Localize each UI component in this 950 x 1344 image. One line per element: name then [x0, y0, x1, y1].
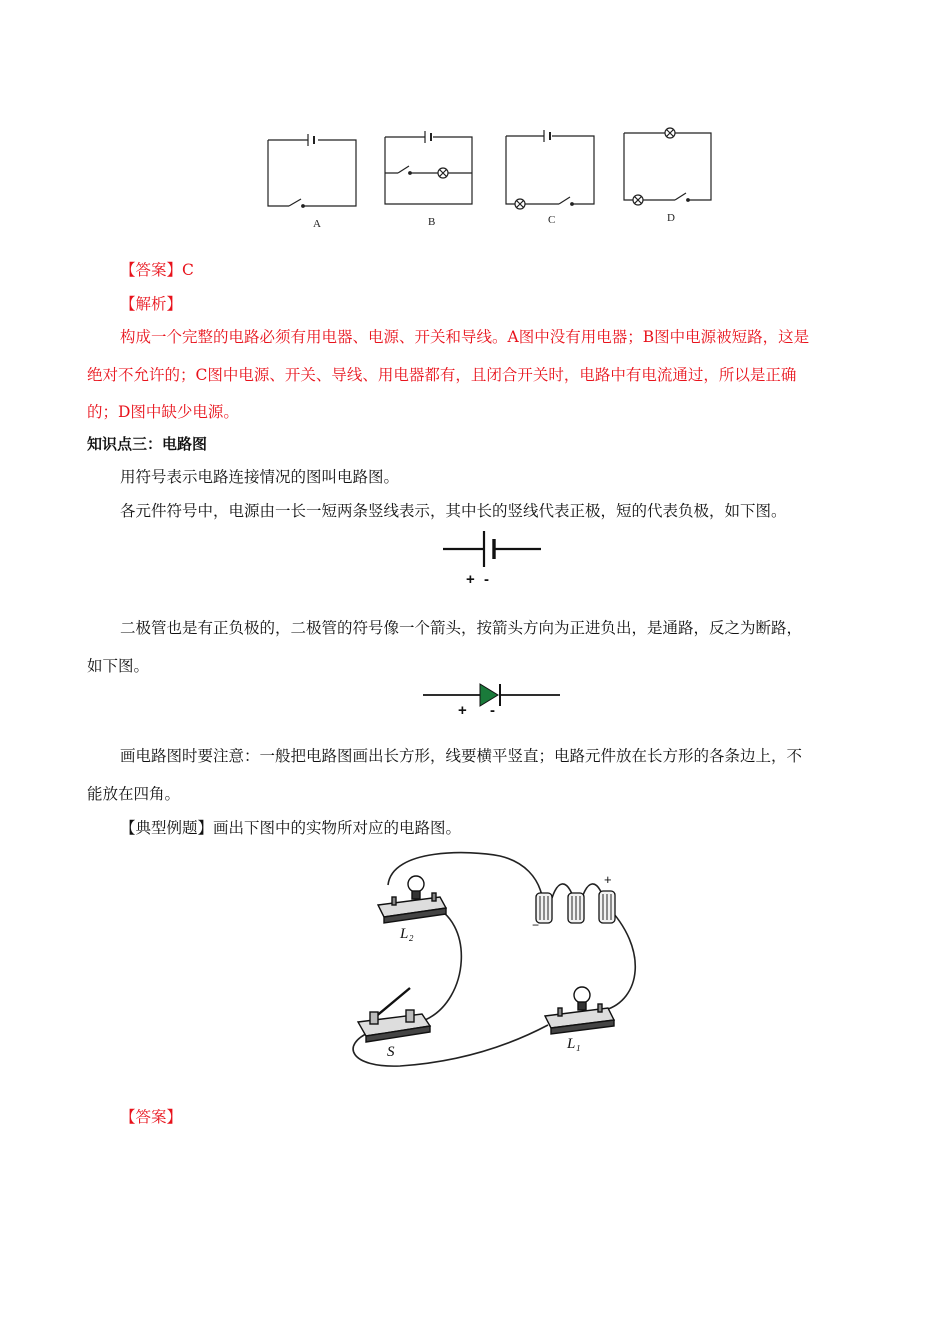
label-l1: L₁	[567, 1036, 581, 1052]
battery-plus-label: +	[604, 872, 612, 887]
paragraph-4-line-1: 画电路图时要注意：一般把电路图画出长方形，线要横平竖直；电路元件放在长方形的各条边上，不	[120, 747, 803, 765]
switch-s	[358, 988, 430, 1042]
analysis-label: 【解析】	[120, 295, 183, 313]
label-l2: L₂	[400, 926, 414, 942]
paragraph-2: 各元件符号中，电源由一长一短两条竖线表示，其中长的竖线代表正极，短的代表负极，如下图。	[120, 502, 787, 520]
answer-label: 【答案】	[120, 261, 183, 279]
label-switch-s: S	[387, 1044, 395, 1060]
battery-cells	[536, 891, 615, 923]
caption-c: C	[548, 214, 556, 226]
diode-plus-sign: +	[458, 702, 467, 719]
analysis-line-3: 的；D图中缺少电源。	[87, 403, 239, 421]
paragraph-1: 用符号表示电路连接情况的图叫电路图。	[120, 468, 400, 486]
battery-plus-sign: +	[466, 571, 475, 588]
battery-minus-label: −	[532, 918, 540, 932]
wire-l2-to-switch	[425, 905, 461, 1020]
analysis-line-2: 绝对不允许的；C图中电源、开关、导线、用电器都有，且闭合开关时，电路中有电流通过，所以是正确	[87, 366, 797, 384]
lamp-l1	[545, 987, 614, 1034]
caption-a: A	[313, 218, 321, 230]
answer-value: C	[182, 261, 194, 279]
caption-d: D	[667, 212, 675, 224]
answer-2-label: 【答案】	[120, 1108, 183, 1126]
example-heading: 【典型例题】画出下图中的实物所对应的电路图。	[120, 819, 462, 837]
paragraph-4-line-2: 能放在四角。	[87, 785, 181, 803]
battery-minus-sign: -	[484, 571, 489, 588]
paragraph-3-line-1: 二极管也是有正负极的，二极管的符号像一个箭头，按箭头方向为正进负出，是通路，反之为断路，	[120, 619, 803, 637]
analysis-line-1: 构成一个完整的电路必须有用电器、电源、开关和导线。A图中没有用电器；B图中电源被短路，这是	[120, 328, 810, 346]
diode-minus-sign: -	[490, 702, 495, 719]
caption-b: B	[428, 216, 436, 228]
paragraph-3-line-2: 如下图。	[87, 657, 150, 675]
section-title: 知识点三：电路图	[87, 435, 208, 453]
